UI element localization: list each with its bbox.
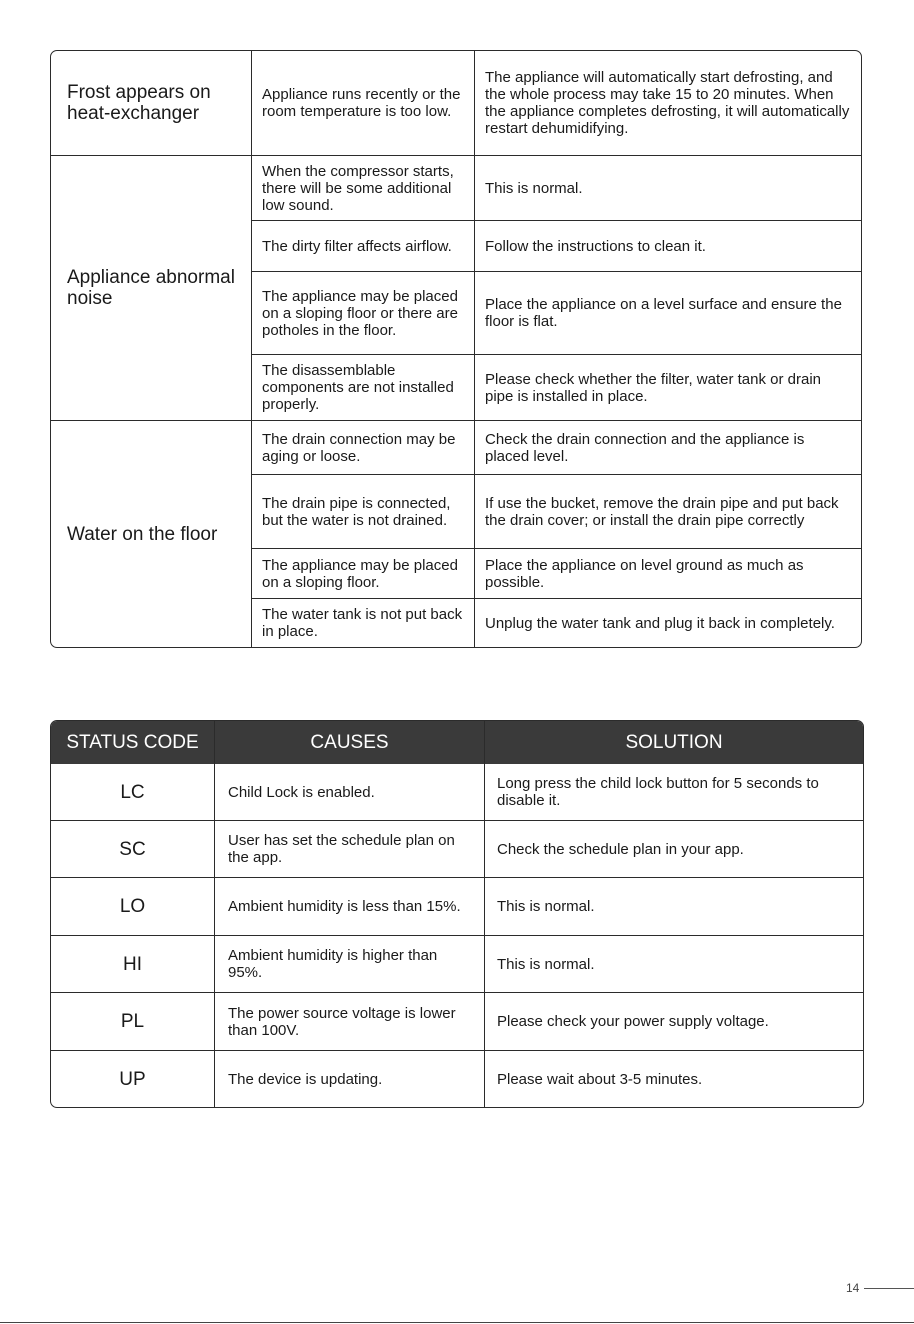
cause-cell: Ambient humidity is less than 15%.: [228, 898, 461, 915]
page-number: 14: [846, 1281, 860, 1295]
status-code: UP: [119, 1068, 146, 1090]
solution-cell: This is normal.: [497, 955, 595, 973]
cause-cell: Child Lock is enabled.: [228, 783, 375, 801]
header-causes: CAUSES: [310, 731, 389, 753]
problem-frost: Frost appears on heat-exchanger: [67, 82, 211, 124]
status-code: LO: [119, 896, 146, 917]
solution-cell: The appliance will automatically start defrosting, and the whole process may take 15 to 20 minutes. When the appliance completes defrosting, it will automatically restart dehumidifying.: [485, 69, 850, 137]
solution-cell: Unplug the water tank and plug it back in completely.: [485, 614, 835, 632]
cause-cell: The drain pipe is connected, but the water is not drained.: [262, 494, 451, 529]
solution-cell: Long press the child lock button for 5 seconds to disable it.: [497, 775, 819, 809]
cause-cell: Ambient humidity is higher than 95%.: [228, 947, 438, 981]
cause-cell: When the compressor starts, there will be some additional low sound.: [262, 162, 454, 214]
status-code: SC: [119, 838, 146, 860]
troubleshooting-table: [50, 50, 862, 648]
header-solution: SOLUTION: [625, 731, 723, 753]
problem-water: Water on the floor: [67, 523, 218, 545]
cause-cell: The water tank is not put back in place.: [262, 606, 463, 640]
solution-cell: Please check whether the filter, water tank or drain pipe is installed in place.: [485, 370, 822, 405]
header-status-code: STATUS CODE: [66, 731, 199, 753]
table-header: [51, 721, 863, 764]
page-bottom-rule: [0, 1322, 914, 1323]
solution-cell: This is normal.: [497, 898, 595, 915]
cause-cell: The dirty filter affects airflow.: [262, 237, 452, 255]
problem-noise: Appliance abnormal noise: [67, 267, 235, 309]
solution-cell: Follow the instructions to clean it.: [485, 237, 706, 255]
solution-cell: Place the appliance on level ground as much as possible.: [485, 556, 804, 591]
solution-cell: Place the appliance on a level surface and ensure the floor is flat.: [485, 296, 842, 330]
cause-cell: The device is updating.: [228, 1070, 383, 1088]
cause-cell: The appliance may be placed on a sloping floor.: [262, 556, 458, 591]
page-number-rule: [864, 1288, 914, 1289]
solution-cell: Please wait about 3-5 minutes.: [497, 1070, 703, 1088]
status-code: PL: [120, 1011, 145, 1032]
cause-cell: User has set the schedule plan on the app.: [228, 832, 455, 866]
cause-cell: The drain connection may be aging or loose.: [262, 430, 456, 465]
cause-cell: The appliance may be placed on a sloping floor or there are potholes in the floor.: [262, 287, 458, 339]
cause-cell: The power source voltage is lower than 100V.: [228, 1004, 456, 1039]
status-code-table: [50, 720, 864, 1108]
solution-cell: Check the drain connection and the appliance is placed level.: [485, 430, 805, 465]
solution-cell: If use the bucket, remove the drain pipe and put back the drain cover; or install the drain pipe correctly: [485, 494, 839, 529]
solution-cell: Check the schedule plan in your app.: [497, 840, 744, 858]
cause-cell: The disassemblable components are not installed properly.: [262, 362, 454, 413]
solution-cell: Please check your power supply voltage.: [497, 1013, 769, 1030]
status-code: HI: [123, 953, 142, 975]
solution-cell: This is normal.: [485, 179, 583, 197]
cause-cell: Appliance runs recently or the room temperature is too low.: [262, 86, 461, 120]
status-code: LC: [120, 781, 145, 803]
